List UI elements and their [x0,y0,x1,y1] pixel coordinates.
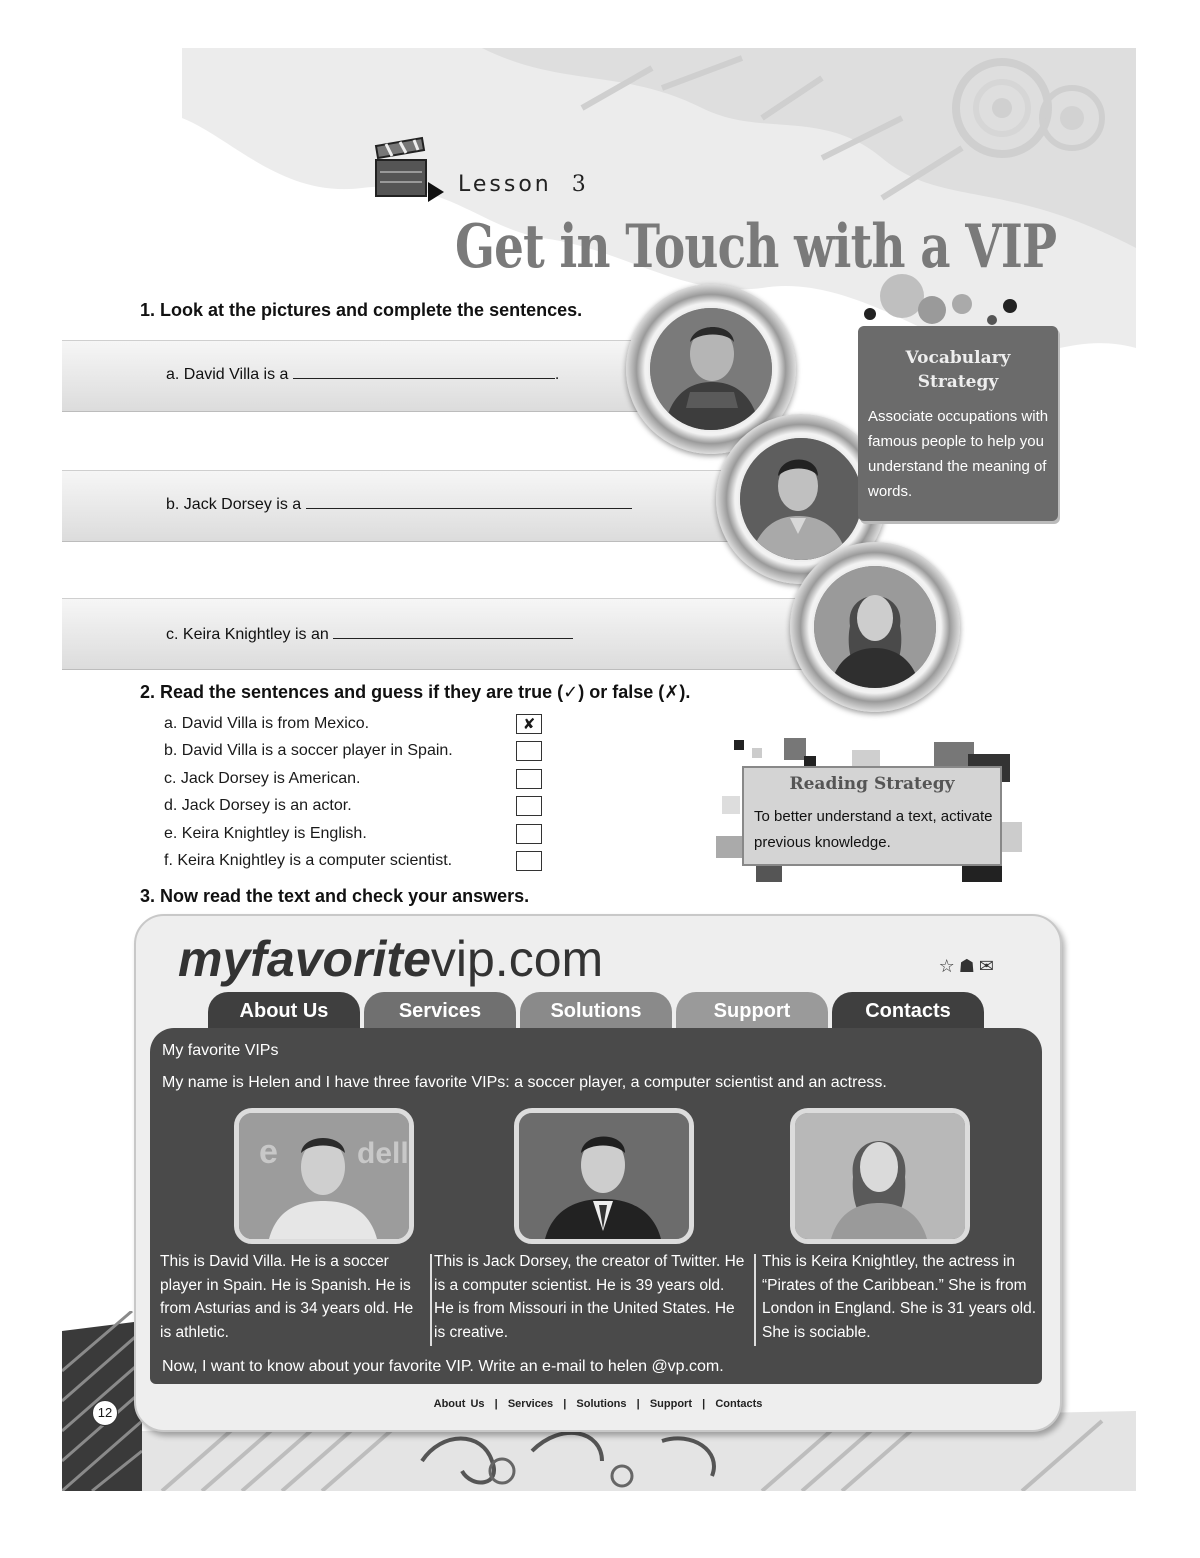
reading-strategy-title: Reading Strategy [789,774,955,794]
page-number: 12 [92,1400,118,1426]
vip-photo-david-villa [234,1108,414,1244]
sentence-a-end: . [554,366,560,383]
site-logo-rest: vip.com [430,931,604,987]
tab-solutions[interactable]: Solutions [520,992,672,1030]
sentence-b-text: b. Jack Dorsey is a [166,496,302,513]
tf-checkbox[interactable] [516,851,542,871]
vip-description-jack-dorsey: This is Jack Dorsey, the creator of Twitter. He is a computer scientist. He is 39 years old. He is from Missouri in the United States. He is creative. [434,1253,745,1341]
tf-checkbox[interactable]: ✘ [516,714,542,734]
person-silhouette-icon [740,438,862,560]
person-silhouette-icon [239,1113,409,1239]
footer-link-support[interactable]: Support [649,1398,692,1410]
tf-item [164,820,542,848]
outro-text: Now, I want to know about your favorite VIP. Write an e-mail to helen @vp.com. [162,1358,724,1375]
clapperboard-icon [370,136,446,206]
tf-checkbox[interactable] [516,769,542,789]
tf-statement: c. Jack Dorsey is American. [164,769,361,787]
tf-checkbox[interactable] [516,741,542,761]
column-divider [430,1254,432,1346]
tab-support[interactable]: Support [676,992,828,1030]
activity-3-heading: 3. Now read the text and check your answers. [140,886,530,906]
photo-keira-knightley [790,542,960,712]
website-mockup [134,914,1062,1432]
portrait-image [812,564,938,690]
tf-checkbox[interactable] [516,824,542,844]
section-title: My favorite VIPs [162,1042,279,1059]
tf-item [164,738,542,766]
tf-statement: a. David Villa is from Mexico. [164,714,370,732]
textbook-page [62,48,1136,1491]
answer-blank-c[interactable] [333,638,573,639]
sentence-a-text: a. David Villa is a [166,366,289,383]
person-silhouette-icon [650,308,772,430]
lesson-title: Get in Touch with a VIP [455,212,1057,282]
lesson-number: 3 [571,172,586,197]
svg-text:e: e [259,1133,278,1171]
column-divider [754,1254,756,1346]
reading-strategy-box [742,766,1002,866]
home-icon[interactable]: ☗ [958,956,979,976]
star-icon[interactable]: ☆ [938,956,959,976]
site-logo[interactable] [178,930,603,988]
portrait-image [648,306,774,432]
vocabulary-strategy-title: Vocabulary Strategy [905,348,1011,392]
tf-item [164,710,542,738]
sentence-c [166,626,573,644]
activity-1-heading: 1. Look at the pictures and complete the sentences. [140,300,583,320]
tf-checkbox[interactable] [516,796,542,816]
site-logo-bold: myfavorite [178,931,431,987]
vocabulary-strategy-box [858,326,1058,521]
tf-statement: b. David Villa is a soccer player in Spain. [164,742,453,760]
lesson-label: Lesson 3 [458,172,586,197]
vip-photo-jack-dorsey [514,1108,694,1244]
person-silhouette-icon [519,1113,689,1239]
true-false-list [164,710,542,875]
footer-link-solutions[interactable]: Solutions [576,1398,627,1410]
site-icon-bar [939,956,998,977]
site-content-panel [150,1028,1042,1384]
vip-photo-keira-knightley [790,1108,970,1244]
reading-strategy-body: To better understand a text, activate previous knowledge. [754,808,993,851]
answer-blank-a[interactable] [293,378,555,379]
lesson-header [370,136,1057,282]
footer-link-about-us[interactable]: About Us [433,1398,485,1410]
portrait-image [738,436,864,562]
tab-services[interactable]: Services [364,992,516,1030]
vip-description-david-villa: This is David Villa. He is a soccer player in Spain. He is Spanish. He is from Asturias and is 34 years old. He is athletic. [160,1253,414,1341]
vocabulary-strategy-body: Associate occupations with famous people to help you understand the meaning of words. [868,408,1049,500]
tf-item [164,793,542,821]
sentence-a [166,366,559,384]
tf-statement: d. Jack Dorsey is an actor. [164,797,352,815]
footer-link-services[interactable]: Services [507,1398,554,1410]
site-footer-nav: About Us | Services | Solutions | Support | Contacts [433,1398,763,1410]
tf-item [164,848,542,876]
person-silhouette-icon [795,1113,965,1239]
answer-blank-b[interactable] [306,508,632,509]
footer-link-contacts[interactable]: Contacts [715,1398,763,1410]
person-silhouette-icon [814,566,936,688]
tf-statement: e. Keira Knightley is English. [164,824,367,842]
tf-statement: f. Keira Knightley is a computer scientist. [164,852,453,870]
sentence-c-text: c. Keira Knightley is an [166,626,329,643]
sentence-b [166,496,632,514]
svg-text:dell: dell [357,1137,409,1170]
tab-about-us[interactable]: About Us [208,992,360,1030]
tf-item [164,765,542,793]
vip-description-keira-knightley: This is Keira Knightley, the actress in “Pirates of the Caribbean.” She is from London in England. She is 31 years old. She is sociable. [762,1253,1037,1341]
activity-2-heading: 2. Read the sentences and guess if they are true (✓) or false (✗). [140,682,691,702]
tab-contacts[interactable]: Contacts [832,992,984,1030]
intro-text: My name is Helen and I have three favorite VIPs: a soccer player, a computer scientist and an actress. [162,1074,887,1091]
mail-icon[interactable]: ✉ [978,956,998,976]
